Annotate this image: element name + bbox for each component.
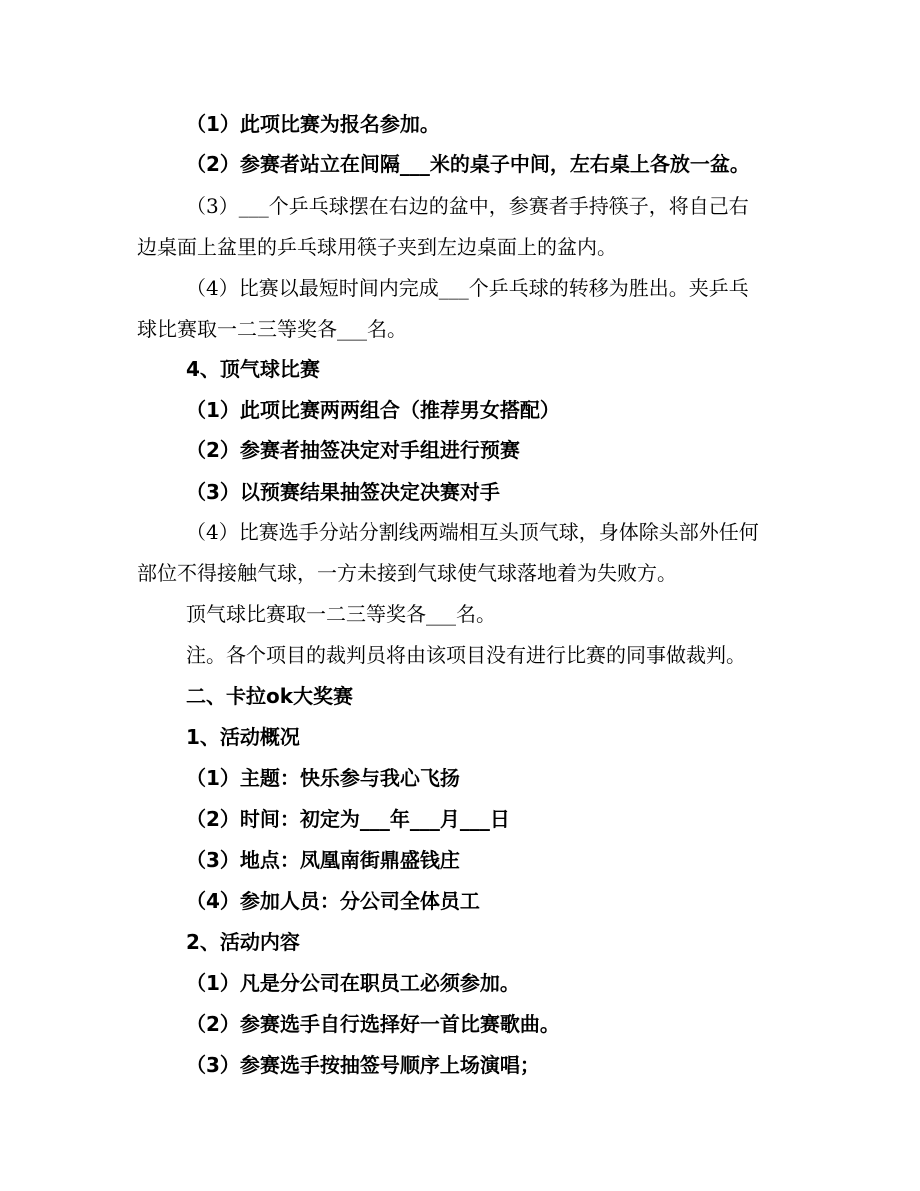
paragraph-line: （4）比赛选手分站分割线两端相互头顶气球，身体除头部外任何: [186, 520, 759, 544]
section-heading: 4、顶气球比赛: [186, 357, 320, 381]
paragraph-line: 顶气球比赛取一二三等奖各___名。: [186, 602, 496, 626]
paragraph-line: （2）时间：初定为___年___月___日: [186, 807, 510, 831]
paragraph-line: （2）参赛者抽签决定对手组进行预赛: [186, 438, 520, 462]
paragraph-line: 注。各个项目的裁判员将由该项目没有进行比赛的同事做裁判。: [186, 643, 746, 667]
paragraph-line: （1）此项比赛为报名参加。: [186, 112, 440, 136]
paragraph-line: （3）以预赛结果抽签决定决赛对手: [186, 480, 500, 504]
section-heading: 1、活动概况: [186, 725, 300, 749]
section-heading: 二、卡拉ok大奖赛: [186, 684, 354, 708]
paragraph-line: （1）此项比赛两两组合（推荐男女搭配）: [186, 398, 560, 422]
paragraph-line: （3）地点：凤凰南街鼎盛钱庄: [186, 848, 460, 872]
paragraph-line: 部位不得接触气球，一方未接到气球使气球落地着为失败方。: [137, 561, 677, 585]
paragraph-line: 球比赛取一二三等奖各___名。: [137, 317, 407, 341]
paragraph-line: （3）___个乒乓球摆在右边的盆中，参赛者手持筷子，将自己右: [186, 194, 749, 218]
paragraph-line: （1）主题：快乐参与我心飞扬: [186, 766, 460, 790]
paragraph-line: （4）参加人员：分公司全体员工: [186, 889, 480, 913]
paragraph-line: （4）比赛以最短时间内完成___个乒乓球的转移为胜出。夹乒乓: [186, 276, 749, 300]
paragraph-line: 边桌面上盆里的乒乓球用筷子夹到左边桌面上的盆内。: [137, 235, 617, 259]
section-heading: 2、活动内容: [186, 930, 300, 954]
paragraph-line: （3）参赛选手按抽签号顺序上场演唱；: [186, 1053, 540, 1077]
paragraph-line: （1）凡是分公司在职员工必须参加。: [186, 971, 520, 995]
paragraph-line: （2）参赛选手自行选择好一首比赛歌曲。: [186, 1012, 560, 1036]
paragraph-line: （2）参赛者站立在间隔___米的桌子中间，左右桌上各放一盆。: [186, 152, 750, 176]
